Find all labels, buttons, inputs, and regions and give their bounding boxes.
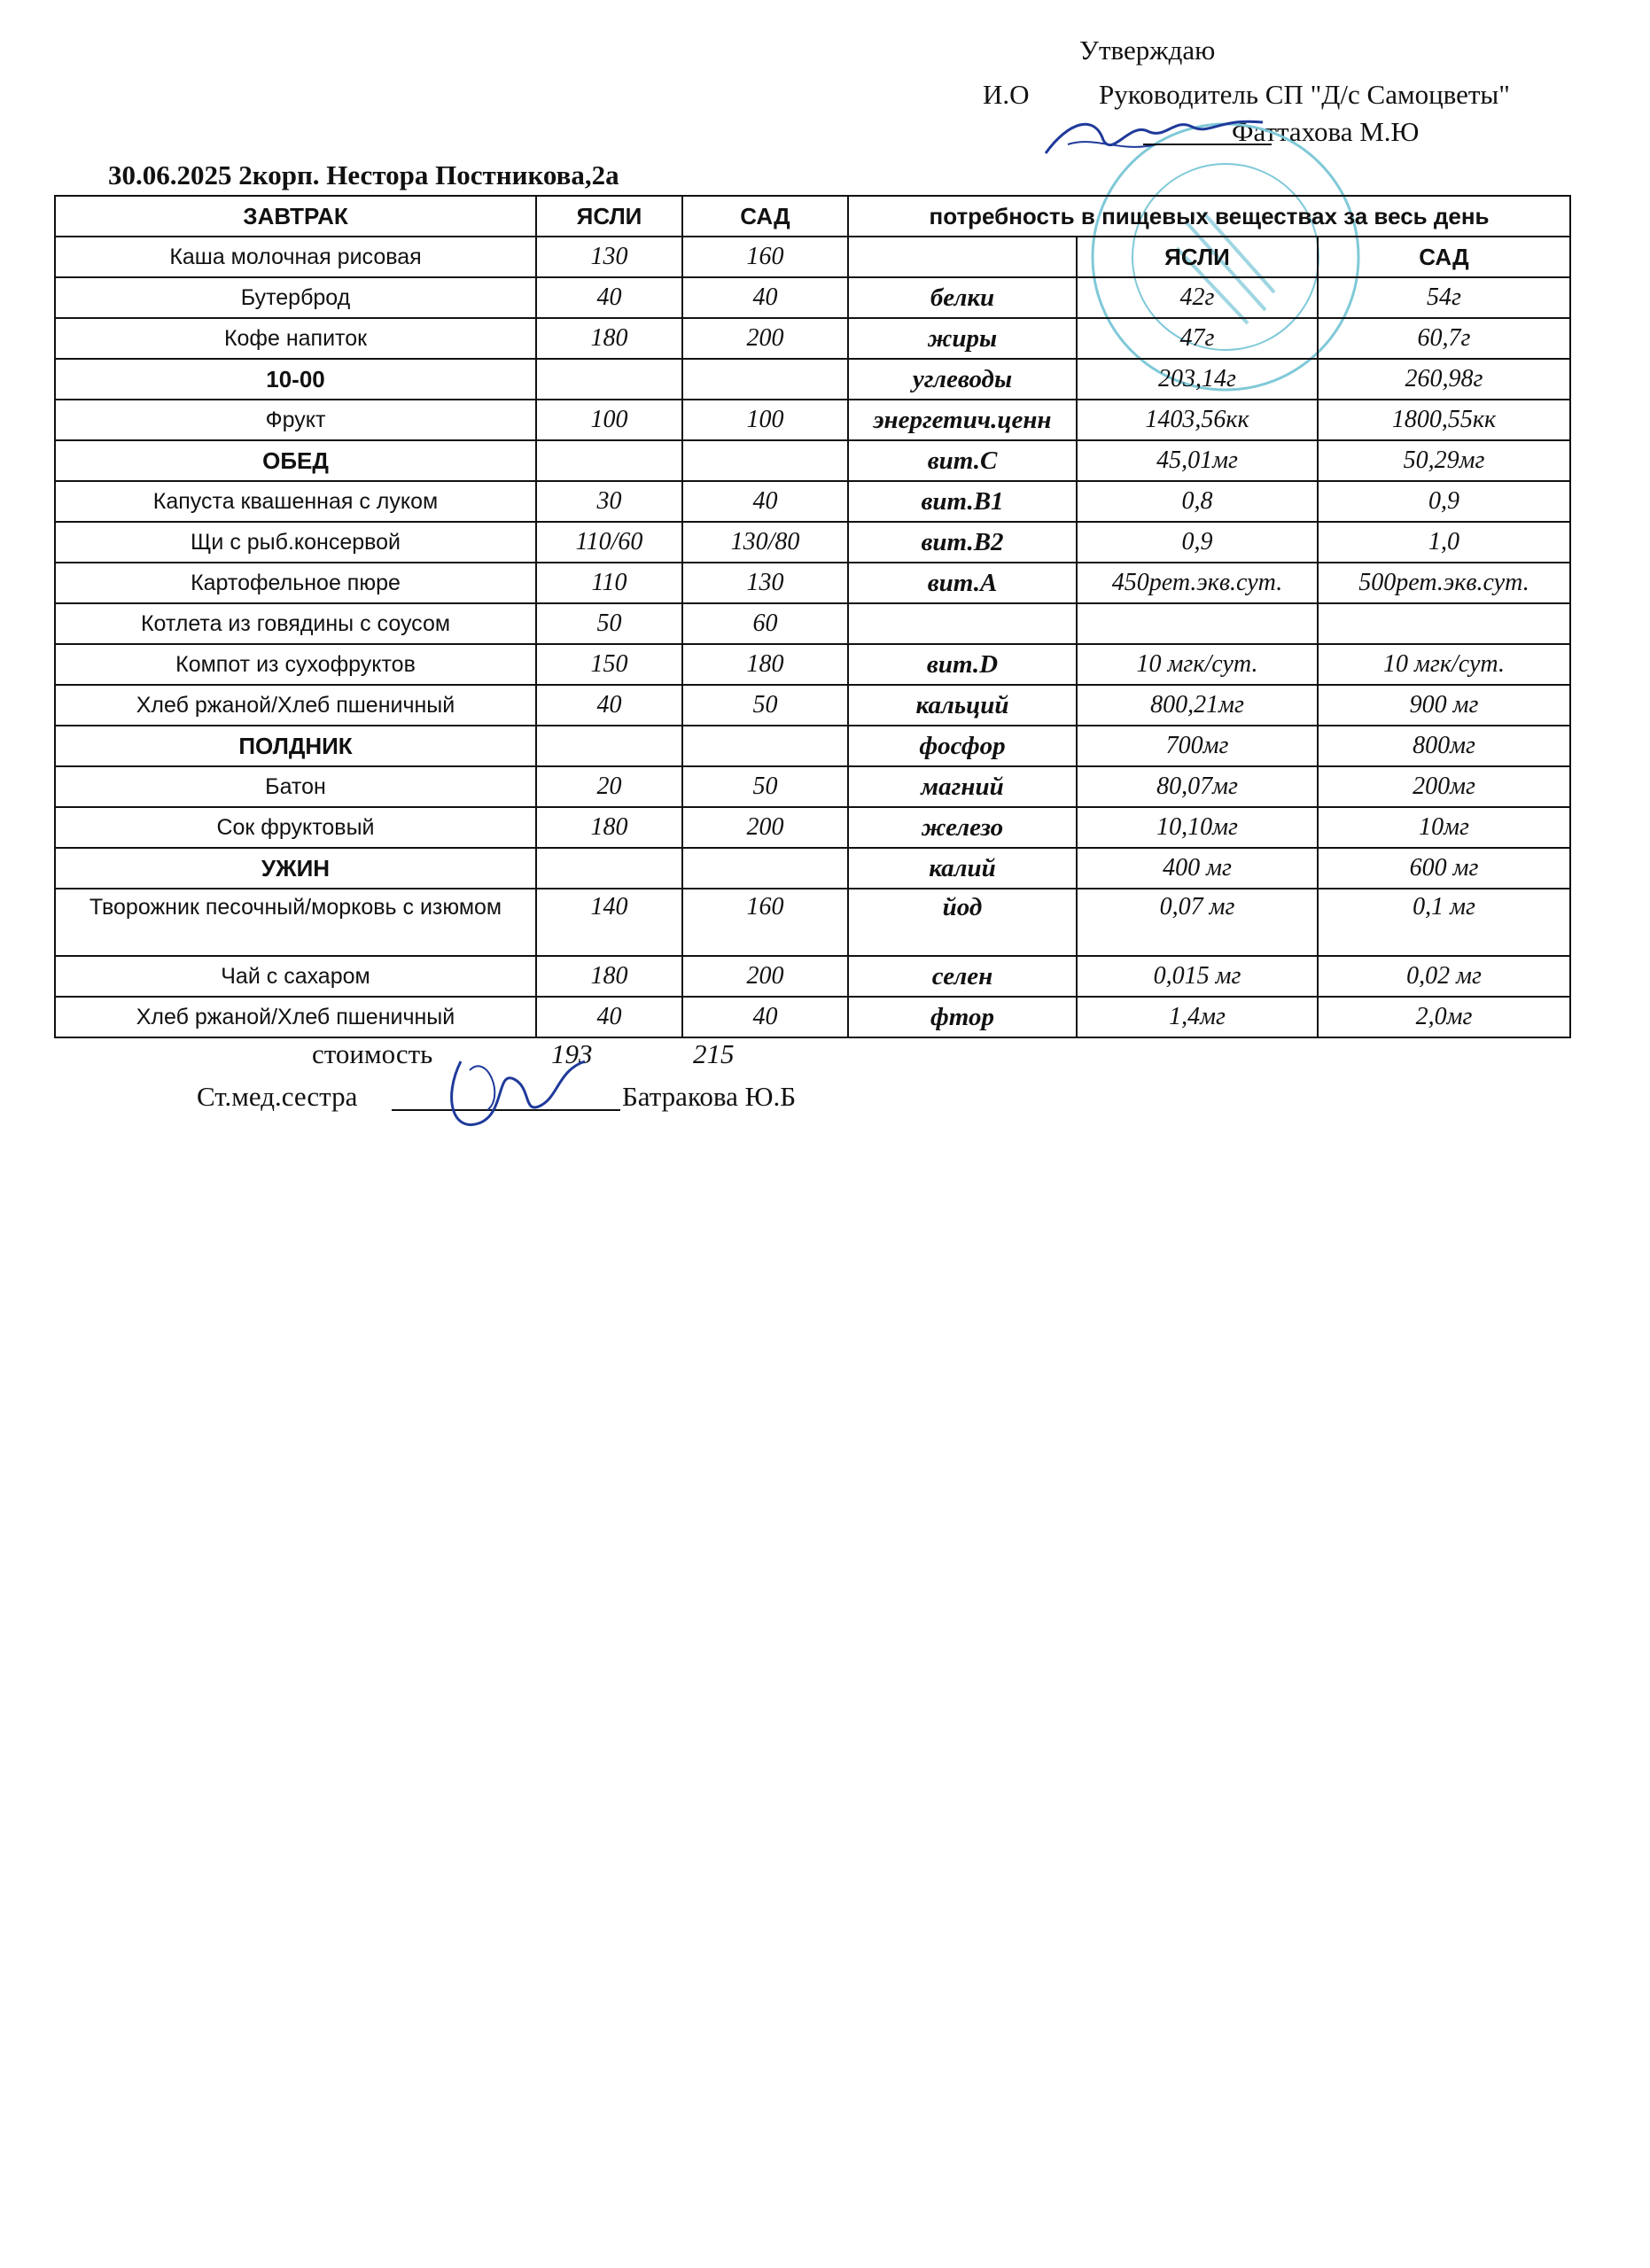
dish-cell: Хлеб ржаной/Хлеб пшеничный bbox=[55, 685, 536, 726]
nutrient-garden-cell: 800мг bbox=[1318, 726, 1570, 766]
nutrient-nursery-cell: 400 мг bbox=[1077, 848, 1318, 889]
nutrient-cell: углеводы bbox=[848, 359, 1077, 400]
table-row bbox=[55, 807, 1570, 848]
garden-portion-cell bbox=[682, 848, 848, 889]
garden-portion-cell: 200 bbox=[682, 956, 848, 997]
nurse-signature bbox=[434, 1044, 603, 1141]
nutrient-garden-cell: 60,7г bbox=[1318, 318, 1570, 359]
nutrient-garden-cell: 10мг bbox=[1318, 807, 1570, 848]
garden-portion-cell: 200 bbox=[682, 318, 848, 359]
nursery-portion-cell: 180 bbox=[536, 807, 682, 848]
garden-portion-cell: 50 bbox=[682, 766, 848, 807]
dish-cell: Сок фруктовый bbox=[55, 807, 536, 848]
subheader-nursery: ЯСЛИ bbox=[1077, 237, 1318, 277]
nutrient-garden-cell bbox=[1318, 603, 1570, 644]
nursery-portion-cell: 180 bbox=[536, 318, 682, 359]
nursery-portion-cell: 140 bbox=[536, 889, 682, 956]
garden-portion-cell: 160 bbox=[682, 889, 848, 956]
nutrient-garden-cell: 200мг bbox=[1318, 766, 1570, 807]
nutrient-cell: железо bbox=[848, 807, 1077, 848]
garden-portion-cell: 40 bbox=[682, 997, 848, 1037]
nursery-portion-cell: 50 bbox=[536, 603, 682, 644]
nursery-portion-cell bbox=[536, 440, 682, 481]
nutrient-cell bbox=[848, 237, 1077, 277]
table-row bbox=[55, 685, 1570, 726]
table-row bbox=[55, 603, 1570, 644]
header-needs: потребность в пищевых веществах за весь день bbox=[848, 196, 1570, 237]
table-header-row bbox=[55, 196, 1570, 237]
nutrient-nursery-cell: 1,4мг bbox=[1077, 997, 1318, 1037]
dish-cell: ОБЕД bbox=[55, 440, 536, 481]
director-signature-line bbox=[1143, 144, 1272, 145]
table-row bbox=[55, 318, 1570, 359]
dish-cell: Чай с сахаром bbox=[55, 956, 536, 997]
nutrient-nursery-cell: 80,07мг bbox=[1077, 766, 1318, 807]
table-row bbox=[55, 440, 1570, 481]
dish-cell: Щи с рыб.консервой bbox=[55, 522, 536, 563]
table-row bbox=[55, 481, 1570, 522]
nursery-portion-cell bbox=[536, 726, 682, 766]
table-row bbox=[55, 956, 1570, 997]
position-text: Руководитель СП "Д/с Самоцветы" bbox=[1099, 79, 1510, 110]
garden-portion-cell: 100 bbox=[682, 400, 848, 440]
nutrient-garden-cell: 10 мгк/сут. bbox=[1318, 644, 1570, 685]
nutrient-cell: магний bbox=[848, 766, 1077, 807]
nutrient-garden-cell: 50,29мг bbox=[1318, 440, 1570, 481]
table-row bbox=[55, 889, 1570, 956]
nutrient-nursery-cell: 10 мгк/сут. bbox=[1077, 644, 1318, 685]
nursery-portion-cell: 130 bbox=[536, 237, 682, 277]
dish-cell: Бутерброд bbox=[55, 277, 536, 318]
dish-cell: Творожник песочный/морковь с изюмом bbox=[55, 889, 536, 956]
nutrient-cell: вит.С bbox=[848, 440, 1077, 481]
nursery-portion-cell: 110 bbox=[536, 563, 682, 603]
table-row bbox=[55, 277, 1570, 318]
dish-cell: Хлеб ржаной/Хлеб пшеничный bbox=[55, 997, 536, 1037]
nutrient-cell: кальций bbox=[848, 685, 1077, 726]
nutrient-cell: вит.D bbox=[848, 644, 1077, 685]
nutrient-garden-cell: 260,98г bbox=[1318, 359, 1570, 400]
nutrient-cell: йод bbox=[848, 889, 1077, 956]
nursery-portion-cell: 40 bbox=[536, 277, 682, 318]
nutrient-cell: вит.В1 bbox=[848, 481, 1077, 522]
header-meal: ЗАВТРАК bbox=[55, 196, 536, 237]
nutrient-cell bbox=[848, 603, 1077, 644]
nutrient-nursery-cell: 42г bbox=[1077, 277, 1318, 318]
table-row bbox=[55, 400, 1570, 440]
nutrient-cell: калий bbox=[848, 848, 1077, 889]
nutrient-cell: фосфор bbox=[848, 726, 1077, 766]
nursery-portion-cell: 40 bbox=[536, 997, 682, 1037]
table-row bbox=[55, 644, 1570, 685]
cost-label: стоимость bbox=[312, 1038, 433, 1069]
nutrient-nursery-cell: 203,14г bbox=[1077, 359, 1318, 400]
acting-label: И.О bbox=[983, 79, 1030, 110]
nutrient-nursery-cell: 0,9 bbox=[1077, 522, 1318, 563]
dish-cell: Картофельное пюре bbox=[55, 563, 536, 603]
table-row bbox=[55, 848, 1570, 889]
nutrient-garden-cell: 54г bbox=[1318, 277, 1570, 318]
dish-cell: УЖИН bbox=[55, 848, 536, 889]
nutrient-garden-cell: 0,1 мг bbox=[1318, 889, 1570, 956]
nutrient-garden-cell: 2,0мг bbox=[1318, 997, 1570, 1037]
table-row bbox=[55, 359, 1570, 400]
dish-cell: Компот из сухофруктов bbox=[55, 644, 536, 685]
table-row bbox=[55, 522, 1570, 563]
garden-portion-cell: 40 bbox=[682, 277, 848, 318]
nursery-portion-cell: 40 bbox=[536, 685, 682, 726]
garden-portion-cell: 180 bbox=[682, 644, 848, 685]
nutrient-nursery-cell: 700мг bbox=[1077, 726, 1318, 766]
nutrient-nursery-cell: 45,01мг bbox=[1077, 440, 1318, 481]
garden-portion-cell: 200 bbox=[682, 807, 848, 848]
approve-word: Утверждаю bbox=[1079, 35, 1216, 66]
cost-garden: 215 bbox=[693, 1038, 735, 1069]
table-row bbox=[55, 237, 1570, 277]
garden-portion-cell: 60 bbox=[682, 603, 848, 644]
garden-portion-cell: 160 bbox=[682, 237, 848, 277]
table-row bbox=[55, 726, 1570, 766]
nutrient-nursery-cell bbox=[1077, 603, 1318, 644]
nutrient-garden-cell: 600 мг bbox=[1318, 848, 1570, 889]
nutrient-cell: вит.А bbox=[848, 563, 1077, 603]
nutrient-cell: жиры bbox=[848, 318, 1077, 359]
dish-cell: ПОЛДНИК bbox=[55, 726, 536, 766]
nutrient-nursery-cell: 800,21мг bbox=[1077, 685, 1318, 726]
nursery-portion-cell: 100 bbox=[536, 400, 682, 440]
table-row bbox=[55, 766, 1570, 807]
nutrient-nursery-cell: 0,015 мг bbox=[1077, 956, 1318, 997]
dish-cell: Фрукт bbox=[55, 400, 536, 440]
garden-portion-cell bbox=[682, 726, 848, 766]
table-row bbox=[55, 563, 1570, 603]
menu-table bbox=[54, 195, 1571, 1038]
nursery-portion-cell: 30 bbox=[536, 481, 682, 522]
garden-portion-cell bbox=[682, 440, 848, 481]
dish-cell: Кофе напиток bbox=[55, 318, 536, 359]
nutrient-garden-cell: 1,0 bbox=[1318, 522, 1570, 563]
nursery-portion-cell: 180 bbox=[536, 956, 682, 997]
dish-cell: Капуста квашенная с луком bbox=[55, 481, 536, 522]
nutrient-garden-cell: 0,02 мг bbox=[1318, 956, 1570, 997]
nurse-label: Ст.мед.сестра bbox=[197, 1081, 358, 1112]
page-title: 30.06.2025 2корп. Нестора Постникова,2а bbox=[108, 159, 619, 190]
dish-cell: Котлета из говядины с соусом bbox=[55, 603, 536, 644]
director-name: Фаттахова М.Ю bbox=[1232, 116, 1420, 147]
nutrient-nursery-cell: 1403,56кк bbox=[1077, 400, 1318, 440]
nutrient-cell: энергетич.ценн bbox=[848, 400, 1077, 440]
dish-cell: Батон bbox=[55, 766, 536, 807]
nursery-portion-cell bbox=[536, 848, 682, 889]
nutrient-cell: фтор bbox=[848, 997, 1077, 1037]
nutrient-cell: вит.В2 bbox=[848, 522, 1077, 563]
nutrient-garden-cell: 900 мг bbox=[1318, 685, 1570, 726]
garden-portion-cell bbox=[682, 359, 848, 400]
nutrient-cell: селен bbox=[848, 956, 1077, 997]
nutrient-garden-cell: 500рет.экв.сут. bbox=[1318, 563, 1570, 603]
cost-nursery: 193 bbox=[551, 1038, 593, 1069]
nutrient-nursery-cell: 0,8 bbox=[1077, 481, 1318, 522]
nutrient-garden-cell: 1800,55кк bbox=[1318, 400, 1570, 440]
garden-portion-cell: 130/80 bbox=[682, 522, 848, 563]
header-nursery: ЯСЛИ bbox=[536, 196, 682, 237]
garden-portion-cell: 40 bbox=[682, 481, 848, 522]
dish-cell: Каша молочная рисовая bbox=[55, 237, 536, 277]
nursery-portion-cell: 20 bbox=[536, 766, 682, 807]
garden-portion-cell: 130 bbox=[682, 563, 848, 603]
nutrient-nursery-cell: 0,07 мг bbox=[1077, 889, 1318, 956]
nutrient-nursery-cell: 10,10мг bbox=[1077, 807, 1318, 848]
nutrient-garden-cell: 0,9 bbox=[1318, 481, 1570, 522]
subheader-garden: САД bbox=[1318, 237, 1570, 277]
header-garden: САД bbox=[682, 196, 848, 237]
nutrient-cell: белки bbox=[848, 277, 1077, 318]
nurse-name: Батракова Ю.Б bbox=[622, 1081, 797, 1112]
dish-cell: 10-00 bbox=[55, 359, 536, 400]
nursery-portion-cell bbox=[536, 359, 682, 400]
nutrient-nursery-cell: 450рет.экв.сут. bbox=[1077, 563, 1318, 603]
garden-portion-cell: 50 bbox=[682, 685, 848, 726]
nursery-portion-cell: 110/60 bbox=[536, 522, 682, 563]
table-row bbox=[55, 997, 1570, 1037]
director-signature bbox=[1041, 105, 1272, 167]
nutrient-nursery-cell: 47г bbox=[1077, 318, 1318, 359]
nursery-portion-cell: 150 bbox=[536, 644, 682, 685]
